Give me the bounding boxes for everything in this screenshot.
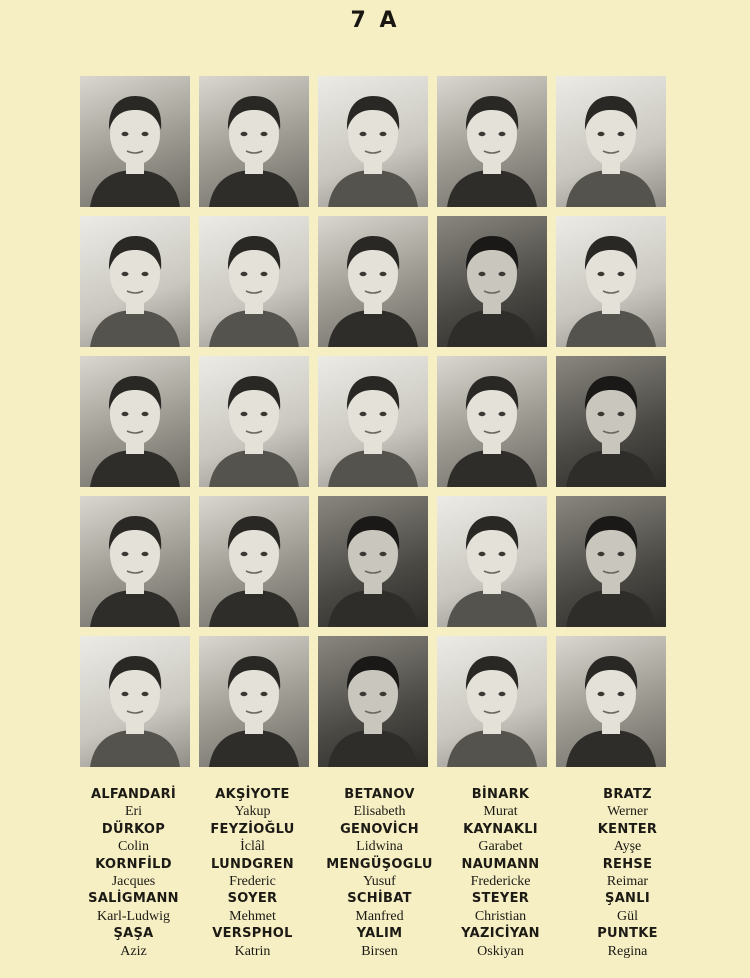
- student-surname: DÜRKOP: [101, 821, 166, 837]
- student-photo: [80, 496, 190, 627]
- student-photo: [80, 636, 190, 767]
- portrait-silhouette-icon: [556, 216, 666, 347]
- student-photo: [556, 356, 666, 487]
- student-surname: BETANOV: [344, 787, 415, 802]
- student-first-name: Manfred: [355, 908, 404, 924]
- student-surname: PUNTKE: [597, 926, 658, 942]
- student-surname: NAUMANN: [461, 856, 540, 872]
- student-photo: [199, 76, 309, 207]
- portrait-silhouette-icon: [437, 356, 547, 487]
- student-first-name: Lidwina: [356, 839, 403, 855]
- name-column: [74, 786, 193, 960]
- student-first-name: Reimar: [606, 874, 649, 890]
- student-surname: MENGÜŞOGLU: [326, 856, 433, 872]
- student-photo: [318, 496, 428, 627]
- student-first-name: Eri: [124, 804, 143, 820]
- student-surname: BRATZ: [603, 787, 652, 802]
- student-first-name: Garabet: [478, 839, 523, 855]
- student-photo: [199, 496, 309, 627]
- student-surname: AKŞİYOTE: [215, 787, 290, 802]
- student-first-name: Werner: [607, 804, 648, 820]
- portrait-silhouette-icon: [318, 76, 428, 207]
- student-first-name: İclâl: [240, 839, 265, 855]
- student-surname: GENOVİCH: [340, 821, 419, 837]
- student-surname: ŞAŞA: [113, 926, 154, 942]
- student-first-name: Murat: [483, 804, 518, 820]
- student-surname: YALIM: [356, 926, 403, 942]
- student-photo: [318, 356, 428, 487]
- student-first-name: Oskiyan: [477, 943, 524, 959]
- student-photo: [318, 636, 428, 767]
- portrait-silhouette-icon: [437, 636, 547, 767]
- portrait-silhouette-icon: [199, 496, 309, 627]
- student-photo: [437, 636, 547, 767]
- student-photo: [80, 216, 190, 347]
- page-title: 7 A: [350, 8, 400, 33]
- name-column: [193, 786, 312, 960]
- student-photo: [318, 76, 428, 207]
- student-photo: [80, 356, 190, 487]
- student-surname: BİNARK: [471, 787, 530, 802]
- student-photo: [199, 216, 309, 347]
- student-first-name: Karl-Ludwig: [96, 908, 171, 924]
- portrait-silhouette-icon: [437, 216, 547, 347]
- student-surname: SOYER: [227, 891, 278, 907]
- portrait-silhouette-icon: [199, 76, 309, 207]
- student-photo: [80, 76, 190, 207]
- student-first-name: Jacques: [111, 874, 156, 890]
- student-photo: [199, 356, 309, 487]
- name-column: [568, 786, 687, 960]
- student-surname: ALFANDARİ: [90, 787, 177, 802]
- portrait-silhouette-icon: [556, 76, 666, 207]
- student-surname: VERSPHOL: [212, 926, 293, 942]
- portrait-silhouette-icon: [437, 76, 547, 207]
- student-surname: STEYER: [471, 891, 530, 907]
- portrait-silhouette-icon: [80, 216, 190, 347]
- portrait-silhouette-icon: [80, 636, 190, 767]
- student-photo: [199, 636, 309, 767]
- portrait-silhouette-icon: [437, 496, 547, 627]
- student-first-name: Aziz: [120, 943, 147, 959]
- portrait-grid: [80, 76, 666, 767]
- portrait-silhouette-icon: [556, 496, 666, 627]
- portrait-silhouette-icon: [199, 636, 309, 767]
- student-photo: [556, 216, 666, 347]
- student-first-name: Colin: [117, 839, 150, 855]
- student-first-name: Frederic: [229, 874, 276, 890]
- portrait-silhouette-icon: [318, 636, 428, 767]
- student-photo: [437, 216, 547, 347]
- student-first-name: Birsen: [361, 943, 398, 959]
- student-surname: KENTER: [597, 821, 658, 837]
- portrait-silhouette-icon: [556, 636, 666, 767]
- portrait-silhouette-icon: [199, 216, 309, 347]
- student-first-name: Fredericke: [470, 874, 531, 890]
- portrait-silhouette-icon: [318, 216, 428, 347]
- portrait-silhouette-icon: [80, 496, 190, 627]
- student-surname: KAYNAKLI: [463, 821, 538, 837]
- portrait-silhouette-icon: [556, 356, 666, 487]
- student-first-name: Katrin: [234, 943, 271, 959]
- portrait-silhouette-icon: [80, 356, 190, 487]
- student-surname: FEYZİOĞLU: [210, 821, 295, 837]
- student-photo: [318, 216, 428, 347]
- student-first-name: Regina: [607, 943, 648, 959]
- student-photo: [437, 496, 547, 627]
- name-list: [80, 786, 675, 960]
- student-surname: YAZICİYAN: [461, 926, 540, 942]
- portrait-silhouette-icon: [199, 356, 309, 487]
- name-column: [441, 786, 560, 960]
- name-column: [320, 786, 439, 960]
- student-surname: REHSE: [602, 856, 653, 872]
- student-photo: [556, 76, 666, 207]
- student-photo: [437, 76, 547, 207]
- student-surname: SCHİBAT: [347, 891, 412, 907]
- student-first-name: Elisabeth: [353, 804, 406, 820]
- student-first-name: Mehmet: [229, 908, 276, 924]
- student-photo: [437, 356, 547, 487]
- student-first-name: Christian: [474, 908, 527, 924]
- student-photo: [556, 496, 666, 627]
- student-photo: [556, 636, 666, 767]
- student-surname: LUNDGREN: [211, 856, 294, 872]
- portrait-silhouette-icon: [80, 76, 190, 207]
- student-first-name: Ayşe: [613, 839, 642, 855]
- student-surname: ŞANLI: [605, 891, 650, 907]
- student-first-name: Gül: [617, 908, 638, 924]
- student-first-name: Yusuf: [363, 874, 396, 890]
- portrait-silhouette-icon: [318, 356, 428, 487]
- portrait-silhouette-icon: [318, 496, 428, 627]
- student-surname: KORNFİLD: [95, 856, 172, 872]
- student-surname: SALİGMANN: [88, 891, 179, 907]
- student-first-name: Yakup: [234, 804, 271, 820]
